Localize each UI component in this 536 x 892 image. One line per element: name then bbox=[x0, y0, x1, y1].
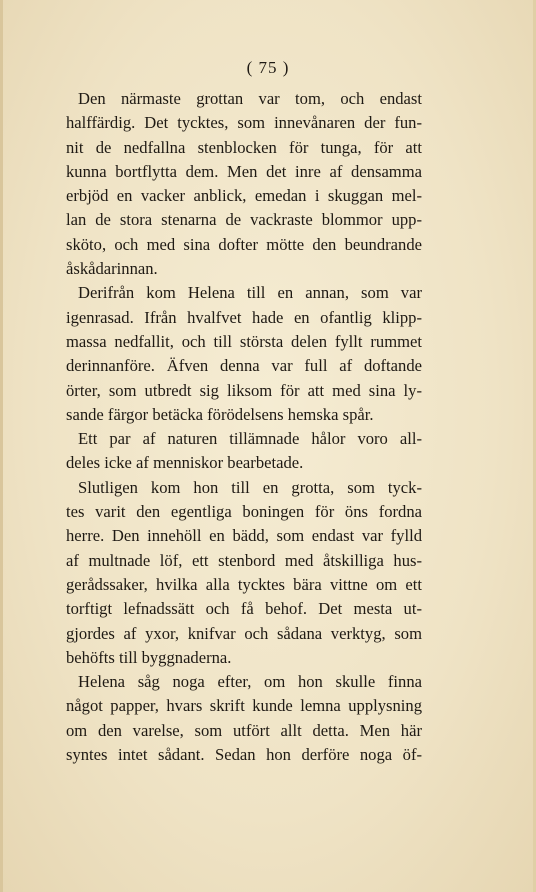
text-line: Slutligen kom hon till en grotta, som tyck- bbox=[78, 477, 422, 497]
text-line: igenrasad. Ifrån hvalfvet hade en ofantlig klipp- bbox=[66, 307, 422, 327]
body-text bbox=[66, 87, 422, 767]
text-line: behöfts till byggnaderna. bbox=[66, 647, 232, 667]
text-line: sköto, och med sina dofter mötte den beundrande bbox=[66, 234, 422, 254]
text-line: torftigt lefnadssätt och få behof. Det mesta ut- bbox=[66, 599, 422, 619]
text-line: Derifrån kom Helena till en annan, som var bbox=[78, 283, 422, 303]
text-line: erbjöd en vacker anblick, emedan i skuggan mel- bbox=[66, 186, 422, 206]
text-line: gerådssaker, hvilka alla tycktes bära vittne om ett bbox=[66, 574, 422, 594]
text-line: Ett par af naturen tillämnade hålor voro all- bbox=[78, 429, 422, 449]
text-line: åskådarinnan. bbox=[66, 259, 158, 279]
text-line: Den närmaste grottan var tom, och endast bbox=[78, 89, 422, 108]
text-line: något papper, hvars skrift kunde lemna upplysning bbox=[66, 696, 422, 716]
text-line: tes varit den egentliga boningen för öns fordna bbox=[66, 502, 422, 522]
text-line: örter, som utbredt sig liksom för att med sina ly- bbox=[66, 380, 422, 400]
text-line: om den varelse, som utfört allt detta. Men här bbox=[66, 720, 422, 740]
text-line: halffärdig. Det tycktes, som innevånaren der fun- bbox=[66, 113, 422, 133]
text-line: sande färgor betäcka förödelsens hemska spår. bbox=[66, 404, 374, 424]
page-number: ( 75 ) bbox=[246, 58, 290, 77]
text-line: massa nedfallit, och till största delen fyllt rummet bbox=[66, 331, 422, 351]
text-line: kunna bortflytta dem. Men det inre af densamma bbox=[66, 161, 422, 181]
page-edge-left bbox=[0, 0, 3, 892]
text-line: derinnanföre. Äfven denna var full af doftande bbox=[66, 356, 422, 376]
text-line: af multnade löf, ett stenbord med åtskilliga hus- bbox=[66, 550, 422, 570]
text-line: Helena såg noga efter, om hon skulle finna bbox=[78, 672, 422, 692]
text-line: deles icke af menniskor bearbetade. bbox=[66, 453, 304, 473]
text-line: syntes intet sådant. Sedan hon derföre noga öf- bbox=[66, 745, 422, 765]
text-line: herre. Den innehöll en bädd, som endast var fylld bbox=[66, 526, 422, 546]
text-line: lan de stora stenarna de vackraste blommor upp- bbox=[66, 210, 422, 230]
text-line: gjordes af yxor, knifvar och sådana verktyg, som bbox=[66, 623, 422, 643]
text-line: nit de nedfallna stenblocken för tunga, för att bbox=[66, 137, 422, 157]
